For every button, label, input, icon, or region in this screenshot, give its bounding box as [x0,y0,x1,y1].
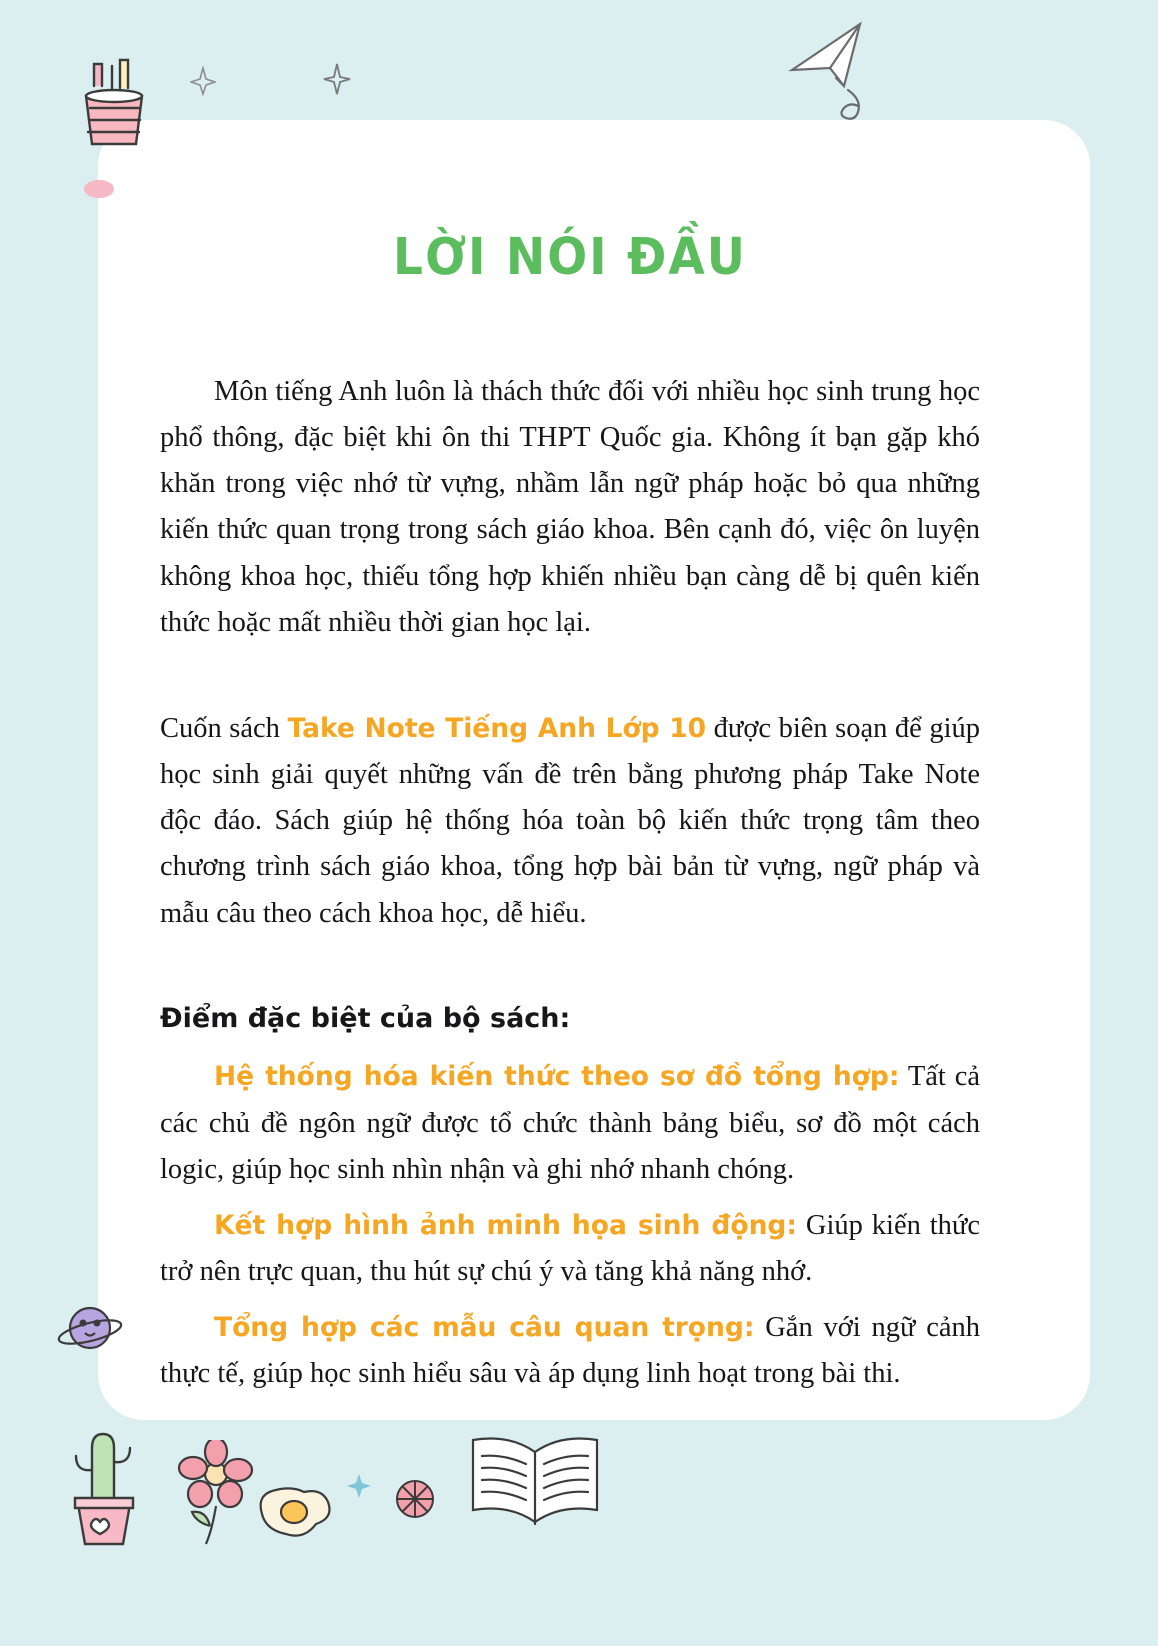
feature-text-3: Gắn với ngữ cảnh thực tế, giúp học sinh hiểu sâu và áp dụng linh hoạt trong bài thi. [160,1312,980,1390]
page-title: LỜI NÓI ĐẦU [393,227,747,288]
paragraph-spacer [160,680,980,706]
feature-label-3: Tổng hợp các mẫu câu quan trọng: [214,1312,755,1344]
feature-label-1: Hệ thống hóa kiến thức theo sơ đồ tổng hợp: [214,1061,900,1093]
feature-item-1 [160,1054,980,1192]
open-book-icon [460,1420,610,1545]
p2-lead-text: Cuốn sách [160,712,288,744]
feature-item-3 [160,1305,980,1397]
flower-icon [168,1440,268,1555]
section-spacer [160,971,980,997]
ball-icon [382,1466,448,1537]
feature-item-2 [160,1203,980,1295]
paragraph-book-description [160,706,980,937]
feature-label-2: Kết hợp hình ảnh minh họa sinh động: [214,1209,797,1241]
small-star-icon [345,1472,373,1505]
feature-text-2: Giúp kiến thức trở nên trực quan, thu hút sự chú ý và tăng khả năng nhớ. [160,1209,980,1288]
fried-egg-icon [250,1480,340,1551]
paragraph-intro: Môn tiếng Anh luôn là thách thức đối với nhiều học sinh trung học phổ thông, đặc biệt khi ôn thi THPT Quốc gia. Không ít bạn gặp khó khăn trong việc nhớ từ vựng, nhầm lẫn ngữ pháp hoặc bỏ qua những kiến thức quan trọng trong sách giáo khoa. Bên cạnh đó, việc ôn luyện không khoa học, thiếu tổng hợp khiến nhiều bạn càng dễ bị quên kiến thức hoặc mất nhiều thời gian học lại. [160,376,980,638]
book-title-highlight: Take Note Tiếng Anh Lớp 10 [287,712,707,744]
cactus-pot-icon [48,1404,158,1559]
features-heading: Điểm đặc biệt của bộ sách: [160,1002,571,1034]
feature-text-1: Tất cả các chủ đề ngôn ngữ được tổ chức thành bảng biểu, sơ đồ một cách logic, giúp học sinh nhìn nhận và ghi nhớ nhanh chóng. [160,1061,981,1185]
sparkle-icon [322,62,352,101]
p2-tail-text: được biên soạn để giúp học sinh giải quyết những vấn đề trên bằng phương pháp Take Note độc đáo. Sách giúp hệ thống hóa toàn bộ kiến thức trọng tâm theo chương trình sách giáo khoa, tổng hợp bài bản từ vựng, ngữ pháp và mẫu câu theo cách khoa học, dễ hiểu. [160,712,980,929]
document-content [160,227,981,1408]
sparkle-icon [190,66,216,101]
